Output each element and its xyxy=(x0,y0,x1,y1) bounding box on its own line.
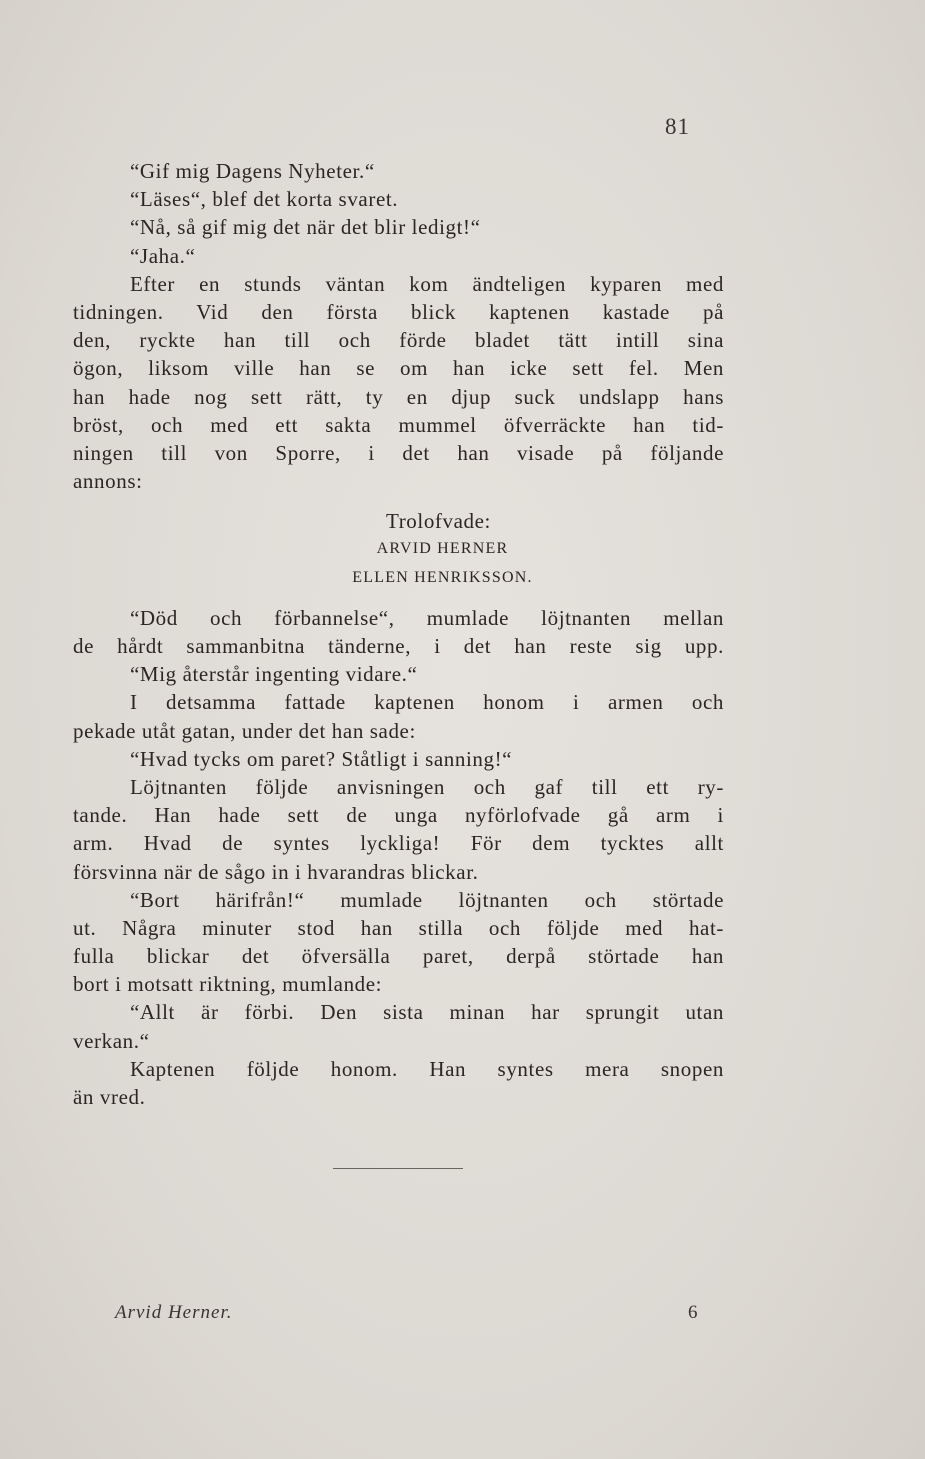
text-line: ningen till von Sporre, i det han visade på följande xyxy=(73,440,724,465)
text-line: bröst, och med ett sakta mummel öfverräckte han tid- xyxy=(73,412,724,437)
text-line: ut. Några minuter stod han stilla och följde med hat- xyxy=(73,915,724,940)
text-line: “Allt är förbi. Den sista minan har sprungit utan xyxy=(130,1000,724,1025)
text-line: Efter en stunds väntan kom ändteligen kyparen med xyxy=(130,271,724,296)
text-line: I detsamma fattade kaptenen honom i armen och xyxy=(130,690,724,715)
body-text xyxy=(73,157,724,1111)
advertisement-heading: Trolofvade: xyxy=(386,509,491,534)
footer-signature: Arvid Herner. xyxy=(115,1302,233,1323)
text-line: Löjtnanten följde anvisningen och gaf till ett ry- xyxy=(130,774,724,799)
text-line: han hade nog sett rätt, ty en djup suck undslapp hans xyxy=(73,384,724,409)
text-line: ögon, liksom ville han se om han icke sett fel. Men xyxy=(73,356,724,381)
text-line: tande. Han hade sett de unga nyförlofvade gå arm i xyxy=(73,803,724,828)
advertisement-name-2: ELLEN HENRIKSSON. xyxy=(352,568,533,586)
page-number: 81 xyxy=(665,114,690,139)
text-line: “Läses“, blef det korta svaret. xyxy=(130,187,399,212)
text-line: den, ryckte han till och förde bladet tätt intill sina xyxy=(73,328,724,353)
footer-sheet-number: 6 xyxy=(688,1302,698,1323)
text-line: de hårdt sammanbitna tänderne, i det han reste sig upp. xyxy=(73,634,724,658)
text-line: “Gif mig Dagens Nyheter.“ xyxy=(130,159,375,183)
section-divider xyxy=(333,1168,463,1169)
text-line: “Jaha.“ xyxy=(130,243,196,268)
text-line: bort i motsatt riktning, mumlande: xyxy=(73,972,383,997)
text-line: försvinna när de sågo in i hvarandras blickar. xyxy=(73,859,479,884)
text-line: “Mig återstår ingenting vidare.“ xyxy=(130,662,418,687)
advertisement-name-1: ARVID HERNER xyxy=(376,540,509,558)
text-line: tidningen. Vid den första blick kaptenen kastade på xyxy=(73,299,724,324)
text-line: än vred. xyxy=(73,1085,146,1109)
text-line: “Död och förbannelse“, mumlade löjtnanten mellan xyxy=(130,605,724,630)
text-line: “Hvad tycks om paret? Ståtligt i sanning!“ xyxy=(130,746,513,771)
text-line: Kaptenen följde honom. Han syntes mera snopen xyxy=(130,1056,724,1081)
text-line: verkan.“ xyxy=(73,1028,150,1053)
text-line: “Nå, så gif mig det när det blir ledigt!“ xyxy=(130,215,481,240)
text-line: “Bort härifrån!“ mumlade löjtnanten och störtade xyxy=(130,887,724,912)
text-line: fulla blickar det öfversälla paret, derpå störtade han xyxy=(73,944,724,969)
text-line: pekade utåt gatan, under det han sade: xyxy=(73,718,416,743)
text-line: annons: xyxy=(73,469,143,494)
text-line: arm. Hvad de syntes lyckliga! För dem tycktes allt xyxy=(73,831,724,856)
